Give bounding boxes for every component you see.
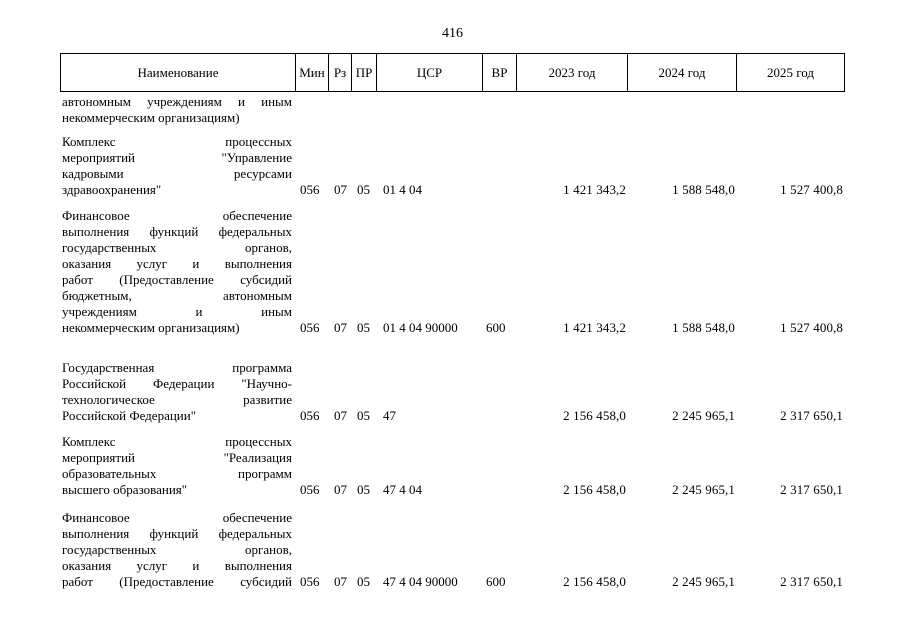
name-line: кадровыми ресурсами xyxy=(62,166,292,181)
name-line: государственных органов, xyxy=(62,240,292,255)
header-name: Наименование xyxy=(137,65,219,80)
row-min: 056 xyxy=(300,482,320,497)
name-line: мероприятий "Управление xyxy=(62,150,292,165)
name-line: Финансовое обеспечение xyxy=(62,208,292,223)
row-pr: 05 xyxy=(357,574,370,589)
name-line: Комплекс процессных xyxy=(62,134,292,149)
row-pr: 05 xyxy=(357,320,370,335)
name-line: Комплекс процессных xyxy=(62,434,292,449)
name-line: работ (Предоставление субсидий xyxy=(62,272,292,287)
row-rz: 07 xyxy=(334,574,347,589)
name-line: оказания услуг и выполнения xyxy=(62,558,292,573)
row-2023: 1 421 343,2 xyxy=(563,320,626,335)
name-line: бюджетным, автономным xyxy=(62,288,292,303)
row-2024: 1 588 548,0 xyxy=(672,182,735,197)
row-2023: 2 156 458,0 xyxy=(563,408,626,423)
name-line: технологическое развитие xyxy=(62,392,292,407)
page-number: 416 xyxy=(442,26,463,41)
row-2024: 2 245 965,1 xyxy=(672,408,735,423)
row-csr: 01 4 04 90000 xyxy=(383,320,458,335)
row-name xyxy=(62,434,292,498)
header-2023: 2023 год xyxy=(516,54,627,91)
row-2024: 2 245 965,1 xyxy=(672,482,735,497)
row-2025: 2 317 650,1 xyxy=(780,408,843,423)
row-2024: 1 588 548,0 xyxy=(672,320,735,335)
row-name xyxy=(62,134,292,198)
row-2025: 1 527 400,8 xyxy=(780,320,843,335)
row-rz: 07 xyxy=(334,182,347,197)
row-2025: 2 317 650,1 xyxy=(780,574,843,589)
row-pr: 05 xyxy=(357,482,370,497)
row-csr: 47 4 04 90000 xyxy=(383,574,458,589)
row-pr: 05 xyxy=(357,408,370,423)
name-line: Государственная программа xyxy=(62,360,292,375)
name-line: государственных органов, xyxy=(62,542,292,557)
row-csr: 47 xyxy=(383,408,396,423)
name-line: оказания услуг и выполнения xyxy=(62,256,292,271)
name-line: Финансовое обеспечение xyxy=(62,510,292,525)
row-name xyxy=(62,510,292,590)
name-line: некоммерческим организациям) xyxy=(62,320,240,335)
name-line: Российской Федерации" xyxy=(62,408,197,423)
header-vr: ВР xyxy=(482,54,516,91)
row-2025: 2 317 650,1 xyxy=(780,482,843,497)
row-min: 056 xyxy=(300,408,320,423)
name-line: выполнения функций федеральных xyxy=(62,224,292,239)
row-pr: 05 xyxy=(357,182,370,197)
row-2025: 1 527 400,8 xyxy=(780,182,843,197)
row-2023: 2 156 458,0 xyxy=(563,574,626,589)
name-line: здравоохранения" xyxy=(62,182,162,197)
row-rz: 07 xyxy=(334,482,347,497)
row-min: 056 xyxy=(300,574,320,589)
row-min: 056 xyxy=(300,182,320,197)
header-csr: ЦСР xyxy=(376,54,482,91)
row-rz: 07 xyxy=(334,320,347,335)
name-line: работ (Предоставление субсидий xyxy=(62,574,292,589)
row-name xyxy=(62,360,292,424)
row-name xyxy=(62,94,292,126)
table-body xyxy=(60,92,845,640)
name-line: некоммерческим организациям) xyxy=(62,110,240,125)
row-name xyxy=(62,208,292,336)
header-pr: ПР xyxy=(351,54,376,91)
header-2024: 2024 год xyxy=(627,54,736,91)
row-min: 056 xyxy=(300,320,320,335)
row-csr: 01 4 04 xyxy=(383,182,422,197)
name-line: выполнения функций федеральных xyxy=(62,526,292,541)
row-2023: 1 421 343,2 xyxy=(563,182,626,197)
name-line: учреждениям и иным xyxy=(62,304,292,319)
row-vr: 600 xyxy=(486,320,506,335)
name-line: автономным учреждениям и иным xyxy=(62,94,292,109)
header-rz: Рз xyxy=(328,54,351,91)
row-rz: 07 xyxy=(334,408,347,423)
header-2025: 2025 год xyxy=(736,54,844,91)
table-header xyxy=(60,53,845,92)
header-min: Мин xyxy=(295,54,328,91)
row-vr: 600 xyxy=(486,574,506,589)
row-csr: 47 4 04 xyxy=(383,482,422,497)
name-line: мероприятий "Реализация xyxy=(62,450,292,465)
name-line: высшего образования" xyxy=(62,482,188,497)
name-line: образовательных программ xyxy=(62,466,292,481)
row-2023: 2 156 458,0 xyxy=(563,482,626,497)
row-2024: 2 245 965,1 xyxy=(672,574,735,589)
name-line: Российской Федерации "Научно- xyxy=(62,376,292,391)
